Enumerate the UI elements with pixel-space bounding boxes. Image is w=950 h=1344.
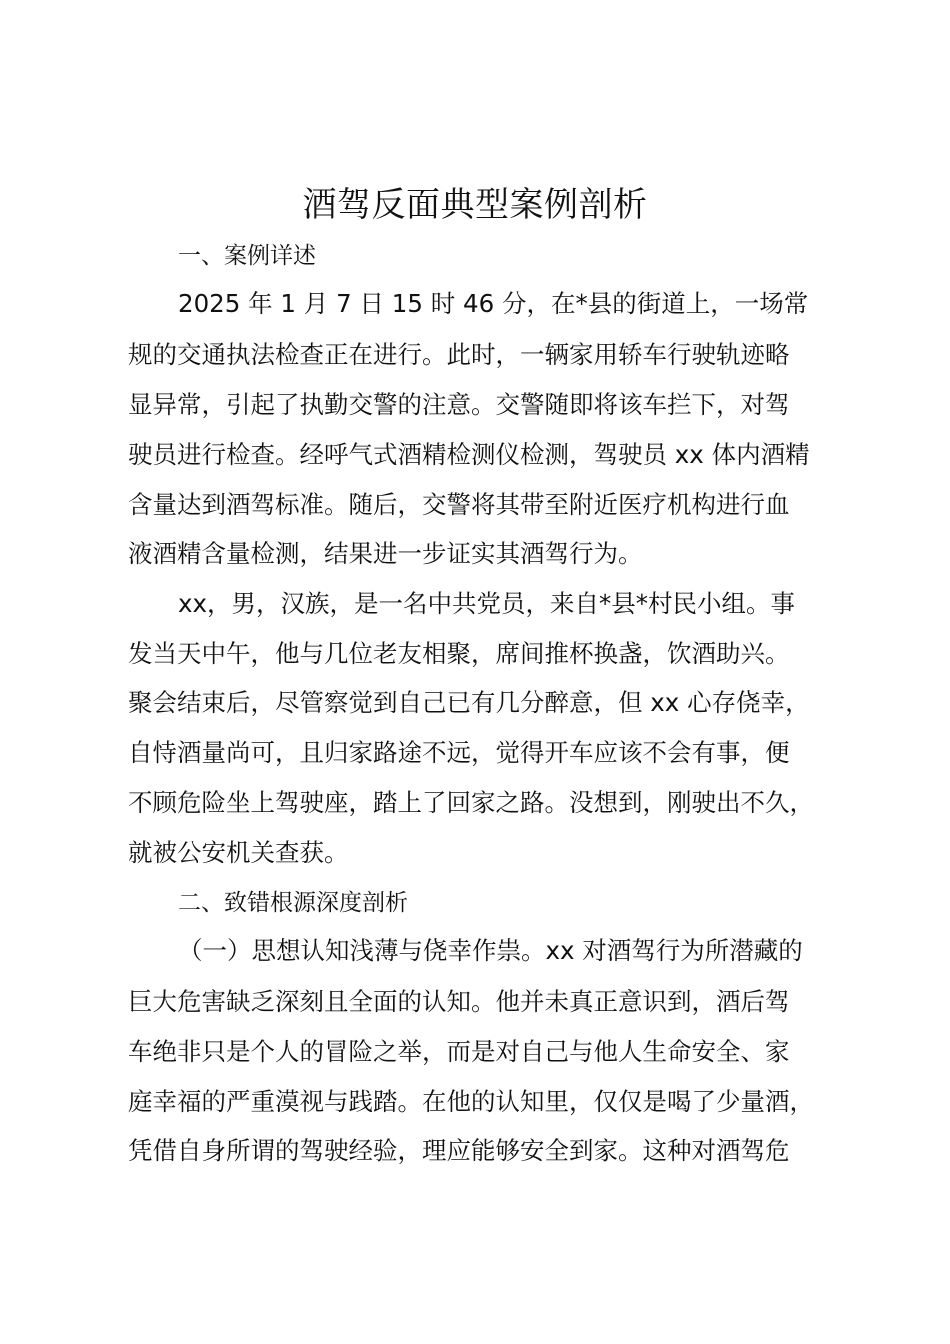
paragraph-line: 不顾危险坐上驾驶座，踏上了回家之路。没想到，刚驶出不久， xyxy=(128,788,814,817)
section-heading-root-cause: 二、致错根源深度剖析 xyxy=(178,890,408,916)
paragraph-line: 含量达到酒驾标准。随后，交警将其带至附近医疗机构进行血 xyxy=(128,490,790,519)
paragraph-line: 巨大危害缺乏深刻且全面的认知。他并未真正意识到，酒后驾 xyxy=(128,987,790,1016)
paragraph-line: 驶员进行检查。经呼气式酒精检测仪检测，驾驶员 xx 体内酒精 xyxy=(128,440,810,469)
paragraph-line: 2025 年 1 月 7 日 15 时 46 分，在*县的街道上，一场常 xyxy=(178,289,809,318)
paragraph-line: （一）思想认知浅薄与侥幸作祟。xx 对酒驾行为所潜藏的 xyxy=(178,936,803,965)
paragraph-line: 车绝非只是个人的冒险之举，而是对自己与他人生命安全、家 xyxy=(128,1037,790,1066)
paragraph-line: 规的交通执法检查正在进行。此时，一辆家用轿车行驶轨迹略 xyxy=(128,340,790,369)
paragraph-line: 就被公安机关查获。 xyxy=(128,838,349,867)
section-heading-case-detail: 一、案例详述 xyxy=(178,243,316,269)
paragraph-line: xx，男，汉族，是一名中共党员，来自*县*村民小组。事 xyxy=(178,589,795,618)
paragraph-line: 凭借自身所谓的驾驶经验，理应能够安全到家。这种对酒驾危 xyxy=(128,1136,790,1165)
document-title: 酒驾反面典型案例剖析 xyxy=(302,185,648,225)
paragraph-line: 自恃酒量尚可，且归家路途不远，觉得开车应该不会有事，便 xyxy=(128,738,790,767)
paragraph-line: 发当天中午，他与几位老友相聚，席间推杯换盏，饮酒助兴。 xyxy=(128,639,790,668)
paragraph-line: 液酒精含量检测，结果进一步证实其酒驾行为。 xyxy=(128,539,643,568)
paragraph-line: 庭幸福的严重漠视与践踏。在他的认知里，仅仅是喝了少量酒， xyxy=(128,1087,814,1116)
paragraph-line: 显异常，引起了执勤交警的注意。交警随即将该车拦下，对驾 xyxy=(128,390,790,419)
paragraph-line: 聚会结束后，尽管察觉到自己已有几分醉意，但 xx 心存侥幸， xyxy=(128,688,810,717)
